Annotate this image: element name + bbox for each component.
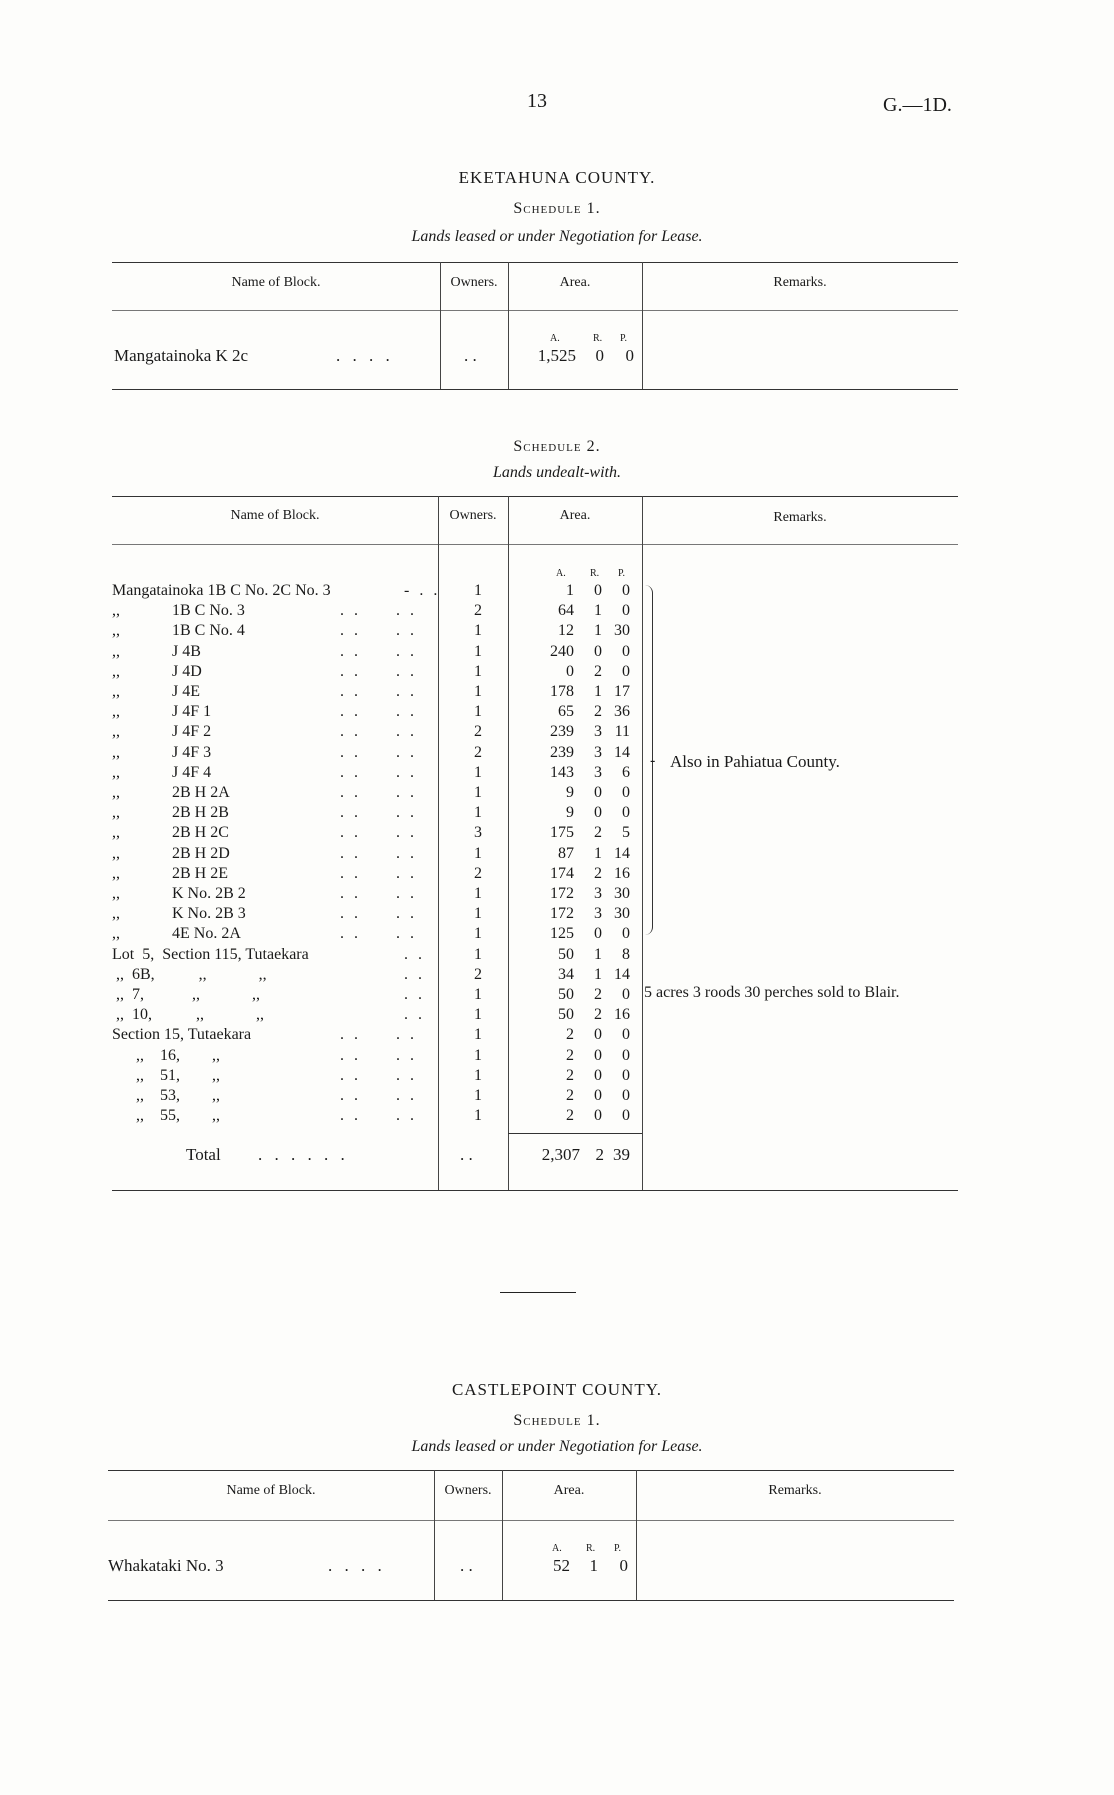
area-roods: 2	[594, 824, 602, 841]
area-acres: 178	[550, 683, 574, 700]
area-roods: 3	[594, 885, 602, 902]
area-roods: 2	[594, 703, 602, 720]
area-roods: 0	[595, 346, 604, 365]
block-name: ,, J 4F 3	[112, 744, 212, 761]
eketahuna-schedule1-subtitle: Lands leased or under Negotiation for Lease.	[411, 228, 703, 245]
header-name-of-block: Name of Block.	[230, 508, 320, 523]
area-roods: 3	[594, 764, 602, 781]
area-roods: 0	[594, 784, 602, 801]
header-remarks: Remarks.	[773, 510, 827, 525]
leader-dots: . . . .	[340, 824, 417, 841]
block-name: Lot 5, Section 115, Tutaekara	[112, 946, 309, 963]
area-roods: 2	[594, 1006, 602, 1023]
block-name: ,, J 4F 2	[112, 723, 212, 740]
area-perches: 14	[614, 845, 630, 862]
area-acres: 239	[550, 723, 574, 740]
area-acres: 2	[566, 1107, 574, 1124]
block-name: ,, 2B H 2C	[112, 824, 229, 841]
block-name: ,, J 4F 1	[112, 703, 212, 720]
block-name: ,, 2B H 2B	[112, 804, 229, 821]
area-acres: 2	[566, 1047, 574, 1064]
owners-value: 1	[474, 1067, 482, 1084]
owners-value: 1	[474, 643, 482, 660]
area-roods: 0	[594, 582, 602, 599]
area-perches: 0	[622, 582, 630, 599]
total-acres: 2,307	[541, 1145, 580, 1164]
area-perches: 16	[614, 865, 630, 882]
header-area: Area.	[559, 275, 591, 290]
leader-dots: . . . .	[340, 744, 417, 761]
area-perches: 0	[622, 986, 630, 1003]
area-perches: 36	[614, 703, 630, 720]
area-perches: 0	[622, 643, 630, 660]
area-perches: 0	[622, 1026, 630, 1043]
leader-dots: . .	[404, 966, 425, 983]
area-roods: 3	[594, 905, 602, 922]
header-owners: Owners.	[444, 1483, 492, 1498]
area-acres: 1,525	[537, 346, 576, 365]
owners-value: 1	[474, 986, 482, 1003]
owners-value: 2	[474, 723, 482, 740]
area-perches: 30	[614, 885, 630, 902]
block-name: ,, 4E No. 2A	[112, 925, 241, 942]
leader-dots: . .	[404, 986, 425, 1003]
owners-value: 1	[474, 784, 482, 801]
unit-acres: A.	[556, 568, 566, 579]
owners-value: 1	[474, 582, 482, 599]
area-perches: 17	[614, 683, 630, 700]
block-name: ,, 16, ,,	[112, 1047, 220, 1064]
area-perches: 0	[622, 1107, 630, 1124]
area-roods: 2	[594, 865, 602, 882]
leader-dots: . .	[404, 946, 425, 963]
header-name-of-block: Name of Block.	[226, 1483, 316, 1498]
area-acres: 34	[558, 966, 574, 983]
owners-value: 1	[474, 1107, 482, 1124]
leader-dots: . . . .	[340, 1026, 417, 1043]
block-name: ,, K No. 2B 3	[112, 905, 246, 922]
leader-dots: . . . .	[340, 865, 417, 882]
area-acres: 239	[550, 744, 574, 761]
total-perches: 39	[613, 1145, 630, 1164]
remark-pahiatua: Also in Pahiatua County.	[670, 752, 840, 771]
leader-dots: . . . .	[340, 905, 417, 922]
area-acres: 2	[566, 1067, 574, 1084]
area-perches: 14	[614, 966, 630, 983]
area-roods: 2	[594, 663, 602, 680]
area-perches: 0	[622, 1067, 630, 1084]
owners-value: 1	[474, 885, 482, 902]
owners-value: 1	[474, 1087, 482, 1104]
area-acres: 2	[566, 1087, 574, 1104]
unit-roods: R.	[590, 568, 600, 579]
block-name: ,, J 4E	[112, 683, 200, 700]
leader-dots: . . . .	[340, 885, 417, 902]
area-acres: 50	[558, 986, 574, 1003]
area-perches: 11	[614, 723, 630, 740]
castlepoint-schedule1-subtitle: Lands leased or under Negotiation for Lease.	[411, 1438, 703, 1455]
block-name: ,, 2B H 2A	[112, 784, 230, 801]
header-remarks: Remarks.	[768, 1483, 822, 1498]
leader-dots: - . .	[404, 582, 441, 599]
unit-roods: R.	[586, 1543, 596, 1554]
leader-dots: . . . .	[340, 643, 417, 660]
leader-dots: . . . .	[340, 804, 417, 821]
owners-value: 1	[474, 905, 482, 922]
block-name: ,, 1B C No. 3	[112, 602, 245, 619]
block-name: ,, 7, ,, ,,	[112, 986, 260, 1003]
leader-dots: . . . .	[340, 1087, 417, 1104]
area-roods: 0	[594, 1067, 602, 1084]
eketahuna-schedule1-title: Schedule 1.	[513, 200, 601, 217]
owners-value: 1	[474, 683, 482, 700]
block-name: ,, K No. 2B 2	[112, 885, 246, 902]
area-roods: 0	[594, 1026, 602, 1043]
header-name-of-block: Name of Block.	[231, 275, 321, 290]
block-name: ,, 2B H 2D	[112, 845, 230, 862]
owners-value: 1	[474, 622, 482, 639]
castlepoint-schedule1-title: Schedule 1.	[513, 1412, 601, 1429]
total-owners: . .	[460, 1145, 473, 1164]
unit-perches: P.	[618, 568, 625, 579]
area-perches: 0	[622, 1087, 630, 1104]
leader-dots: . . . .	[328, 1556, 386, 1575]
section-divider	[500, 1292, 576, 1293]
block-name: Section 15, Tutaekara	[112, 1026, 252, 1043]
area-roods: 0	[594, 1107, 602, 1124]
area-acres: 50	[558, 946, 574, 963]
total-label: Total	[186, 1145, 221, 1164]
total-roods: 2	[595, 1145, 604, 1164]
leader-dots: . . . .	[340, 622, 417, 639]
unit-acres: A.	[550, 333, 560, 344]
owners-value: 1	[474, 764, 482, 781]
leader-dots: . .	[404, 1006, 425, 1023]
eketahuna-county-title: EKETAHUNA COUNTY.	[458, 168, 656, 187]
area-roods: 0	[594, 1047, 602, 1064]
leader-dots: . . . .	[340, 845, 417, 862]
block-name: ,, J 4D	[112, 663, 202, 680]
area-roods: 1	[594, 683, 602, 700]
area-acres: 64	[558, 602, 574, 619]
page-number: 13	[527, 90, 547, 112]
block-name: ,, 53, ,,	[112, 1087, 220, 1104]
area-perches: 0	[622, 1047, 630, 1064]
leader-dots: . . . .	[336, 346, 394, 365]
area-perches: 0	[622, 663, 630, 680]
owners-value: 1	[474, 1047, 482, 1064]
block-name: Mangatainoka 1B C No. 2C No. 3	[112, 582, 331, 599]
block-name: ,, 55, ,,	[112, 1107, 220, 1124]
area-perches: 0	[622, 602, 630, 619]
unit-perches: P.	[614, 1543, 621, 1554]
owners-value: 1	[474, 845, 482, 862]
area-roods: 1	[594, 622, 602, 639]
owners-value: 2	[474, 602, 482, 619]
leader-dots: . . . .	[340, 1067, 417, 1084]
leader-dots: . . . .	[340, 663, 417, 680]
area-perches: 30	[614, 905, 630, 922]
area-acres: 240	[550, 643, 574, 660]
area-roods: 0	[594, 643, 602, 660]
area-acres: 0	[566, 663, 574, 680]
area-perches: 0	[625, 346, 634, 365]
owners-value: . .	[460, 1556, 473, 1575]
area-roods: 0	[594, 1087, 602, 1104]
unit-roods: R.	[593, 333, 603, 344]
area-perches: 0	[622, 804, 630, 821]
leader-dots: . . . .	[340, 703, 417, 720]
block-name: ,, 2B H 2E	[112, 865, 228, 882]
area-acres: 125	[550, 925, 574, 942]
area-perches: 0	[622, 925, 630, 942]
leader-dots: . . . .	[340, 764, 417, 781]
owners-value: 2	[474, 966, 482, 983]
area-roods: 2	[594, 986, 602, 1003]
area-roods: 1	[594, 946, 602, 963]
area-roods: 3	[594, 723, 602, 740]
area-acres: 50	[558, 1006, 574, 1023]
area-acres: 143	[550, 764, 574, 781]
owners-value: 1	[474, 925, 482, 942]
owners-value: . .	[464, 346, 477, 365]
block-name: ,, 10, ,, ,,	[112, 1006, 264, 1023]
leader-dots: . . . .	[340, 602, 417, 619]
area-perches: 6	[622, 764, 630, 781]
document-reference: G.—1D.	[883, 94, 952, 116]
leader-dots: . . . .	[340, 1107, 417, 1124]
area-roods: 0	[594, 804, 602, 821]
area-perches: 30	[614, 622, 630, 639]
area-acres: 87	[558, 845, 574, 862]
area-acres: 52	[553, 1556, 570, 1575]
header-area: Area.	[553, 1483, 585, 1498]
header-owners: Owners.	[449, 508, 497, 523]
unit-acres: A.	[552, 1543, 562, 1554]
area-acres: 12	[558, 622, 574, 639]
leader-dots: . . . .	[340, 683, 417, 700]
area-acres: 1	[566, 582, 574, 599]
owners-value: 1	[474, 804, 482, 821]
block-name: ,, J 4B	[112, 643, 201, 660]
owners-value: 1	[474, 1006, 482, 1023]
leader-dots: . . . .	[340, 925, 417, 942]
area-perches: 14	[614, 744, 630, 761]
block-name: Whakataki No. 3	[108, 1556, 224, 1575]
area-acres: 175	[550, 824, 574, 841]
eketahuna-schedule2-subtitle: Lands undealt-with.	[492, 464, 621, 481]
area-perches: 0	[619, 1556, 628, 1575]
area-roods: 3	[594, 744, 602, 761]
leader-dots: . . . .	[340, 784, 417, 801]
area-acres: 172	[550, 905, 574, 922]
owners-value: 1	[474, 1026, 482, 1043]
leader-dots: . . . .	[340, 723, 417, 740]
area-acres: 9	[566, 804, 574, 821]
area-roods: 1	[594, 845, 602, 862]
area-roods: 1	[594, 602, 602, 619]
block-name: ,, 6B, ,, ,,	[112, 966, 267, 983]
owners-value: 1	[474, 703, 482, 720]
owners-value: 2	[474, 744, 482, 761]
area-acres: 65	[558, 703, 574, 720]
block-name: Mangatainoka K 2c	[114, 346, 249, 365]
remark-blair: 5 acres 3 roods 30 perches sold to Blair.	[644, 984, 900, 1001]
leader-dots: . . . .	[340, 1047, 417, 1064]
area-acres: 2	[566, 1026, 574, 1043]
remark-bracket-tip: -	[650, 752, 656, 769]
block-name: ,, 1B C No. 4	[112, 622, 245, 639]
area-roods: 1	[594, 966, 602, 983]
castlepoint-county-title: CASTLEPOINT COUNTY.	[451, 1380, 663, 1399]
area-roods: 0	[594, 925, 602, 942]
leader-dots: . . . . . .	[258, 1145, 349, 1164]
unit-perches: P.	[620, 333, 627, 344]
owners-value: 3	[474, 824, 482, 841]
eketahuna-schedule2-title: Schedule 2.	[513, 438, 601, 455]
header-remarks: Remarks.	[773, 275, 827, 290]
area-perches: 16	[614, 1006, 630, 1023]
area-roods: 1	[589, 1556, 598, 1575]
area-perches: 5	[622, 824, 630, 841]
header-owners: Owners.	[450, 275, 498, 290]
area-acres: 174	[550, 865, 574, 882]
area-perches: 0	[622, 784, 630, 801]
area-perches: 8	[622, 946, 630, 963]
area-acres: 9	[566, 784, 574, 801]
area-acres: 172	[550, 885, 574, 902]
header-area: Area.	[559, 508, 591, 523]
owners-value: 1	[474, 663, 482, 680]
owners-value: 1	[474, 946, 482, 963]
owners-value: 2	[474, 865, 482, 882]
block-name: ,, J 4F 4	[112, 764, 212, 781]
block-name: ,, 51, ,,	[112, 1067, 220, 1084]
